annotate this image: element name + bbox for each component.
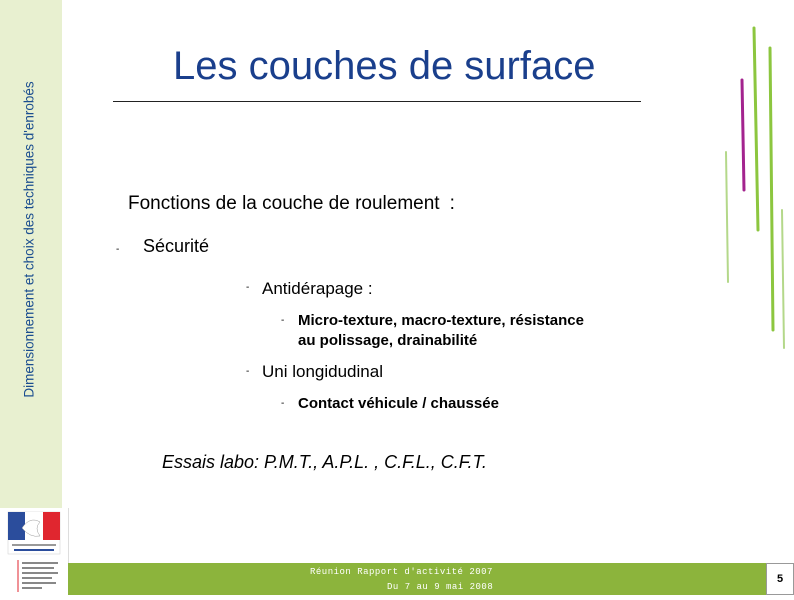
item-contact: Contact véhicule / chaussée: [298, 395, 499, 412]
title-underline: [113, 101, 641, 102]
essais-labo: Essais labo: P.M.T., A.P.L. , C.F.L., C.F.T.: [162, 452, 487, 472]
item-securite: Sécurité: [143, 236, 210, 256]
sidebar-band: [0, 0, 62, 510]
footer-event: Réunion Rapport d'activité 2007: [310, 567, 493, 577]
item-micro-texture-line2: au polissage, drainabilité: [298, 332, 478, 349]
item-antiderapage: Antidérapage :: [262, 279, 373, 298]
bullet-icon: -: [246, 366, 250, 377]
item-uni-longitudinal: Uni longidudinal: [262, 362, 383, 381]
bullet-icon: -: [281, 315, 285, 326]
page-number: 5: [766, 563, 794, 595]
footer-dates: Du 7 au 9 mai 2008: [387, 582, 494, 592]
slide-title: Les couches de surface: [173, 44, 596, 88]
section-heading-text: Fonctions de la couche de roulement: [128, 193, 440, 214]
decorative-stripes-icon: [718, 20, 794, 350]
bullet-icon: -: [116, 244, 120, 255]
marianne-logo-icon: [0, 508, 68, 595]
section-heading-colon: :: [449, 193, 455, 214]
sidebar-title-text: Dimensionnement et choix des techniques d'enrobés: [21, 80, 37, 398]
section-heading: [128, 193, 455, 215]
item-micro-texture-line1: Micro-texture, macro-texture, résistance: [298, 312, 584, 329]
item-micro-texture: [298, 311, 584, 351]
bullet-icon: -: [281, 398, 285, 409]
sidebar-title: [14, 0, 44, 478]
ministry-logo: [0, 508, 69, 595]
bullet-icon: -: [246, 282, 250, 293]
